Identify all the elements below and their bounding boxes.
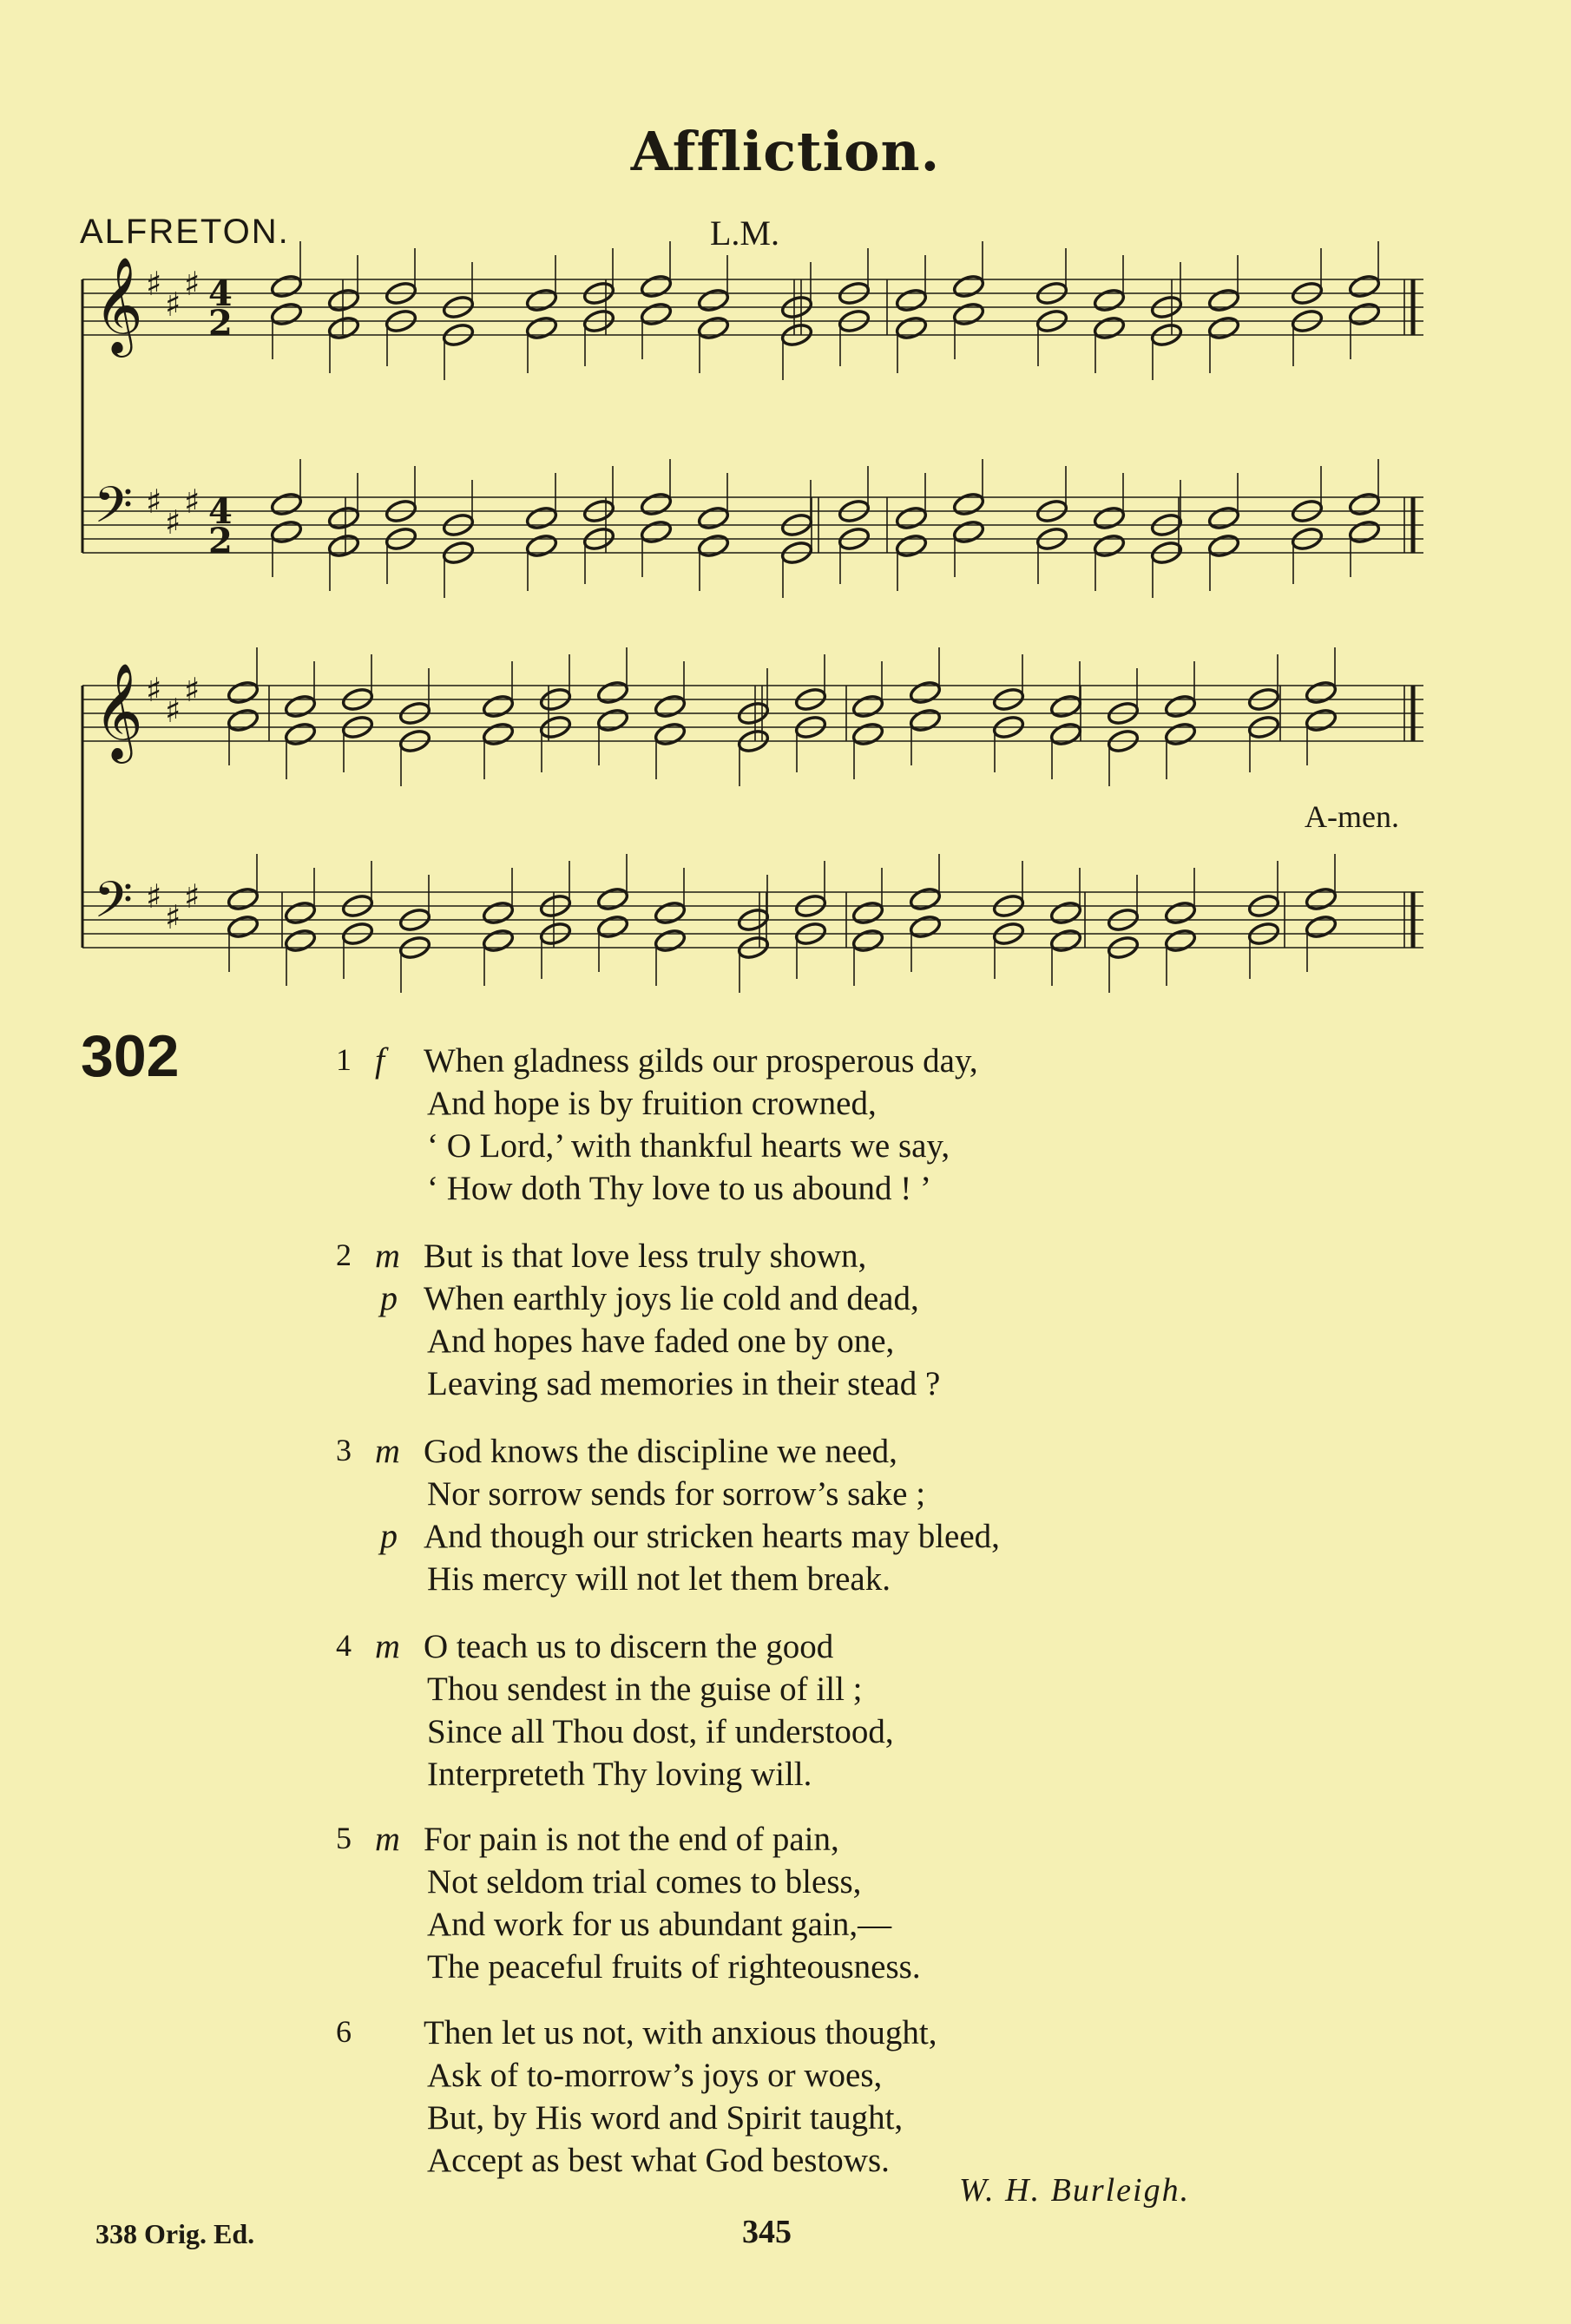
verse-line: Not seldom trial comes to bless,	[427, 1863, 862, 1901]
notehead	[654, 900, 687, 926]
verse-line: Thou sendest in the guise of ill ;	[427, 1671, 863, 1708]
verse-line: O teach us to discern the good	[424, 1628, 834, 1665]
verse-line: God knows the discipline we need,	[424, 1433, 897, 1470]
notehead	[851, 900, 885, 926]
sharp-sign: ♯	[184, 671, 200, 709]
notehead	[327, 315, 361, 341]
notehead	[270, 519, 304, 545]
verse-number: 5	[336, 1821, 352, 1855]
notehead	[1207, 505, 1241, 531]
dynamic-mark: m	[375, 1236, 400, 1275]
verse-line: And hopes have faded one by one,	[427, 1323, 895, 1360]
notehead	[596, 707, 630, 733]
dynamic-mark: m	[375, 1819, 400, 1858]
page-number: 345	[742, 2214, 792, 2250]
notehead	[697, 533, 731, 559]
notehead	[952, 519, 986, 545]
notehead	[895, 505, 929, 531]
sharp-sign: ♯	[165, 692, 181, 730]
notehead	[1305, 707, 1338, 733]
verse-line: Since all Thou dost, if understood,	[427, 1713, 894, 1750]
sharp-sign: ♯	[146, 671, 162, 709]
verse-line: And though our stricken hearts may bleed,	[424, 1518, 1000, 1555]
notehead	[1305, 886, 1338, 912]
notehead	[851, 693, 885, 719]
notehead	[697, 287, 731, 313]
notehead	[227, 886, 260, 912]
notehead	[1093, 315, 1127, 341]
verse-line: And work for us abundant gain,—	[427, 1906, 892, 1943]
notehead	[1164, 900, 1198, 926]
notehead	[1164, 721, 1198, 747]
notehead	[895, 315, 929, 341]
notehead	[482, 721, 516, 747]
notehead	[952, 301, 986, 327]
notehead	[851, 721, 885, 747]
notehead	[270, 301, 304, 327]
notehead	[227, 914, 260, 940]
notehead	[1093, 505, 1127, 531]
sharp-sign: ♯	[184, 483, 200, 521]
notehead	[596, 886, 630, 912]
verse-line: Accept as best what God bestows.	[427, 2142, 890, 2179]
notehead	[270, 273, 304, 299]
notehead	[640, 491, 674, 517]
sharp-sign: ♯	[146, 483, 162, 521]
author-credit: W. H. Burleigh.	[959, 2172, 1191, 2209]
sharp-sign: ♯	[184, 877, 200, 916]
time-signature: 2	[208, 303, 233, 344]
verse-number: 6	[336, 2014, 352, 2049]
dynamic-mark: m	[375, 1626, 400, 1665]
notehead	[525, 315, 559, 341]
verse-line: When earthly joys lie cold and dead,	[424, 1280, 919, 1317]
notehead	[482, 900, 516, 926]
notehead	[284, 693, 318, 719]
amen-lyric: A-men.	[1305, 799, 1399, 834]
notehead	[1207, 315, 1241, 341]
notehead	[327, 533, 361, 559]
verse-line: Nor sorrow sends for sorrow’s sake ;	[427, 1475, 926, 1513]
bass-clef: 𝄢	[94, 476, 134, 547]
sharp-sign: ♯	[165, 503, 181, 542]
sharp-sign: ♯	[184, 265, 200, 303]
sharp-sign: ♯	[165, 286, 181, 324]
hymn-number: 302	[81, 1023, 180, 1089]
sharp-sign: ♯	[165, 898, 181, 936]
bass-clef: 𝄢	[94, 870, 134, 942]
notehead	[1207, 533, 1241, 559]
notehead	[909, 679, 943, 706]
notehead	[1049, 693, 1083, 719]
notehead	[1348, 519, 1382, 545]
notehead	[596, 914, 630, 940]
notehead	[1093, 287, 1127, 313]
dynamic-mark: m	[375, 1431, 400, 1470]
notehead	[227, 679, 260, 706]
notehead	[1305, 679, 1338, 706]
notehead	[284, 928, 318, 954]
verse-number: 2	[336, 1237, 352, 1272]
time-signature: 4	[208, 273, 233, 314]
treble-clef: 𝄞	[94, 662, 143, 759]
notehead	[909, 707, 943, 733]
dynamic-mark: p	[380, 1278, 398, 1317]
verse-number: 4	[336, 1628, 352, 1663]
dynamic-mark: f	[375, 1041, 385, 1080]
notehead	[640, 301, 674, 327]
notehead	[952, 273, 986, 299]
notehead	[895, 287, 929, 313]
time-signature: 4	[208, 491, 233, 532]
verse-number: 3	[336, 1433, 352, 1467]
notehead	[697, 505, 731, 531]
verse-line: His mercy will not let them break.	[427, 1560, 891, 1598]
notehead	[1164, 928, 1198, 954]
verse-line: The peaceful fruits of righteousness.	[427, 1948, 921, 1986]
notehead	[284, 900, 318, 926]
verse-line: But, by His word and Spirit taught,	[427, 2099, 904, 2137]
notehead	[327, 505, 361, 531]
notehead	[525, 505, 559, 531]
notehead	[909, 886, 943, 912]
sharp-sign: ♯	[146, 265, 162, 303]
original-edition-ref: 338 Orig. Ed.	[95, 2218, 255, 2249]
notehead	[851, 928, 885, 954]
notehead	[270, 491, 304, 517]
verse-line: And hope is by fruition crowned,	[427, 1085, 877, 1122]
notehead	[640, 519, 674, 545]
notehead	[482, 693, 516, 719]
notehead	[654, 721, 687, 747]
verse-line: ‘ How doth Thy love to us abound ! ’	[427, 1170, 931, 1207]
notehead	[654, 693, 687, 719]
notehead	[1207, 287, 1241, 313]
notehead	[525, 533, 559, 559]
notehead	[640, 273, 674, 299]
time-signature: 2	[208, 521, 233, 561]
notehead	[1164, 693, 1198, 719]
verse-line: But is that love less truly shown,	[424, 1237, 867, 1275]
notehead	[1093, 533, 1127, 559]
notehead	[525, 287, 559, 313]
verse-line: Then let us not, with anxious thought,	[424, 2014, 937, 2052]
notehead	[482, 928, 516, 954]
verse-number: 1	[336, 1042, 352, 1077]
sharp-sign: ♯	[146, 877, 162, 916]
notehead	[697, 315, 731, 341]
notehead	[1049, 928, 1083, 954]
notehead	[1049, 900, 1083, 926]
notehead	[227, 707, 260, 733]
dynamic-mark: p	[380, 1516, 398, 1555]
notehead	[654, 928, 687, 954]
notehead	[909, 914, 943, 940]
notehead	[284, 721, 318, 747]
verse-line: ‘ O Lord,’ with thankful hearts we say,	[427, 1127, 950, 1165]
tune-name: ALFRETON.	[80, 213, 290, 251]
notehead	[596, 679, 630, 706]
notehead	[895, 533, 929, 559]
verse-line: For pain is not the end of pain,	[424, 1821, 839, 1858]
notehead	[952, 491, 986, 517]
music-score	[0, 0, 1571, 1024]
verse-line: Leaving sad memories in their stead ?	[427, 1365, 941, 1402]
tune-meter: L.M.	[710, 213, 779, 253]
notehead	[1348, 273, 1382, 299]
notehead	[1049, 721, 1083, 747]
verse-line: Ask of to-morrow’s joys or woes,	[427, 2057, 883, 2094]
notehead	[1305, 914, 1338, 940]
notehead	[1348, 491, 1382, 517]
notehead	[327, 287, 361, 313]
treble-clef: 𝄞	[94, 256, 143, 353]
notehead	[1348, 301, 1382, 327]
verse-line: When gladness gilds our prosperous day,	[424, 1042, 978, 1080]
verse-line: Interpreteth Thy loving will.	[427, 1756, 812, 1793]
section-heading: Affliction.	[630, 120, 941, 183]
